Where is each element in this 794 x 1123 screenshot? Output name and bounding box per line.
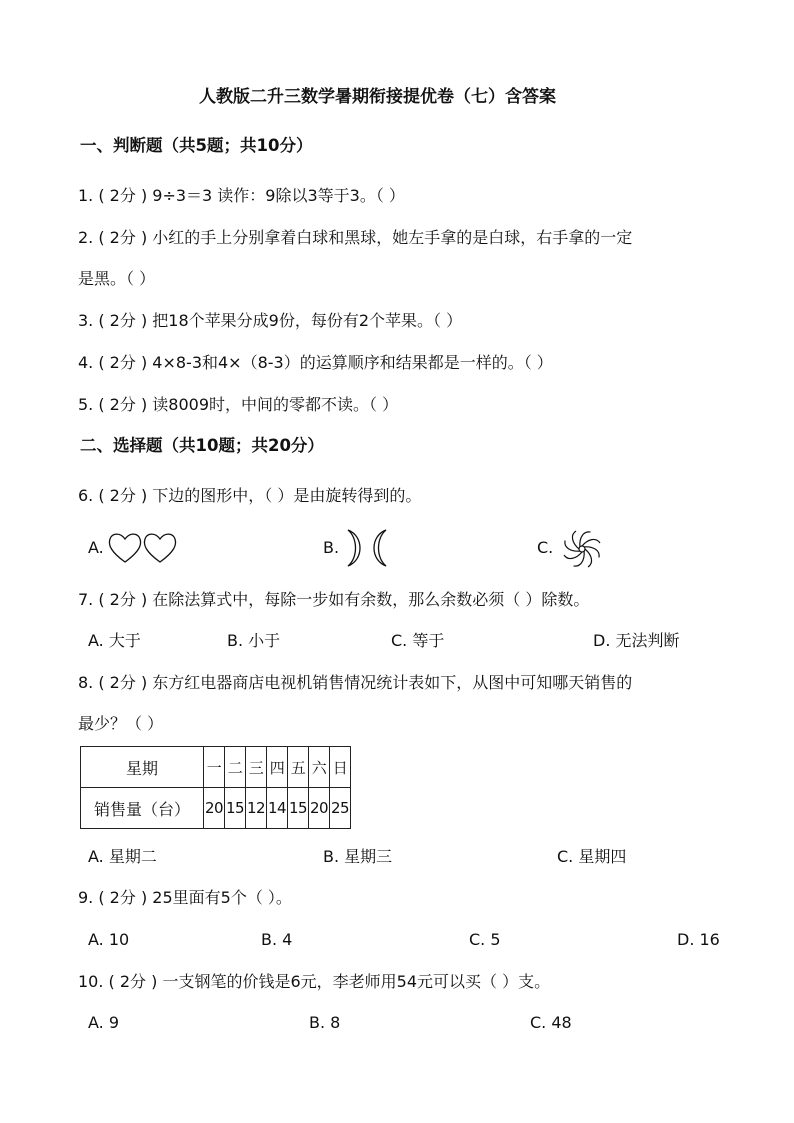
table-cell-day: 五: [288, 747, 309, 788]
table-cell-value: 20: [309, 788, 330, 829]
table-cell-value: 15: [225, 788, 246, 829]
question-6: 6. ( 2分 ) 下边的图形中，（ ）是由旋转得到的。: [78, 486, 422, 505]
question-5: 5. ( 2分 ) 读8009时，中间的零都不读。（ ）: [78, 395, 399, 414]
table-cell-value: 25: [330, 788, 351, 829]
q8-option-b: B. 星期三: [323, 847, 393, 866]
q8-option-a: A. 星期二: [88, 847, 157, 866]
question-7: 7. ( 2分 ) 在除法算式中，每除一步如有余数，那么余数必须（ ）除数。: [78, 590, 590, 609]
q9-option-c: C. 5: [469, 930, 501, 949]
question-9: 9. ( 2分 ) 25里面有5个（ ）。: [78, 888, 292, 907]
question-8-line-2: 最少？（ ）: [78, 714, 164, 733]
question-2-line-1: 2. ( 2分 ) 小红的手上分别拿着白球和黑球，她左手拿的是白球，右手拿的一定: [78, 228, 633, 247]
question-1: 1. ( 2分 ) 9÷3＝3 读作：9除以3等于3。（ ）: [78, 186, 405, 205]
table-cell-day: 三: [246, 747, 267, 788]
table-row: [81, 788, 351, 829]
table-header-sales: 销售量（台）: [81, 788, 204, 829]
q10-option-a: A. 9: [88, 1013, 120, 1032]
q8-option-c: C. 星期四: [557, 847, 627, 866]
q7-option-a: A. 大于: [88, 631, 141, 650]
question-3: 3. ( 2分 ) 把18个苹果分成9份，每份有2个苹果。（ ）: [78, 311, 463, 330]
table-header-weekday: 星期: [81, 747, 204, 788]
table-cell-day: 一: [204, 747, 225, 788]
question-4: 4. ( 2分 ) 4×8-3和4×（8-3）的运算顺序和结果都是一样的。（ ）: [78, 353, 553, 372]
two-hearts-icon: [107, 531, 179, 565]
table-cell-day: 日: [330, 747, 351, 788]
question-10: 10. ( 2分 ) 一支钢笔的价钱是6元，李老师用54元可以买（ ）支。: [78, 972, 551, 991]
table-cell-day: 六: [309, 747, 330, 788]
table-cell-day: 二: [225, 747, 246, 788]
q9-option-b: B. 4: [261, 930, 293, 949]
q7-option-b: B. 小于: [227, 631, 281, 650]
sales-table: [80, 746, 351, 829]
table-cell-value: 15: [288, 788, 309, 829]
document-title: 人教版二升三数学暑期衔接提优卷（七）含答案: [199, 87, 556, 107]
q6-option-b-label: B.: [323, 538, 340, 557]
q7-option-c: C. 等于: [391, 631, 445, 650]
table-cell-value: 12: [246, 788, 267, 829]
question-8-line-1: 8. ( 2分 ) 东方红电器商店电视机销售情况统计表如下，从图中可知哪天销售的: [78, 673, 633, 692]
section-heading-choice: 二、选择题（共10题；共20分）: [80, 436, 324, 455]
table-row: [81, 747, 351, 788]
q7-option-d: D. 无法判断: [593, 631, 680, 650]
q9-option-d: D. 16: [677, 930, 720, 949]
swirl-icon: [561, 528, 603, 570]
table-cell-value: 20: [204, 788, 225, 829]
q10-option-c: C. 48: [530, 1013, 572, 1032]
section-heading-judgement: 一、判断题（共5题；共10分）: [80, 136, 313, 155]
q9-option-a: A. 10: [88, 930, 130, 949]
question-2-line-2: 是黑。（ ）: [78, 269, 156, 288]
crescent-pair-icon: [344, 528, 390, 568]
table-cell-day: 四: [267, 747, 288, 788]
q10-option-b: B. 8: [309, 1013, 341, 1032]
table-cell-value: 14: [267, 788, 288, 829]
q6-option-a-label: A.: [88, 538, 104, 557]
q6-option-c-label: C.: [537, 538, 554, 557]
